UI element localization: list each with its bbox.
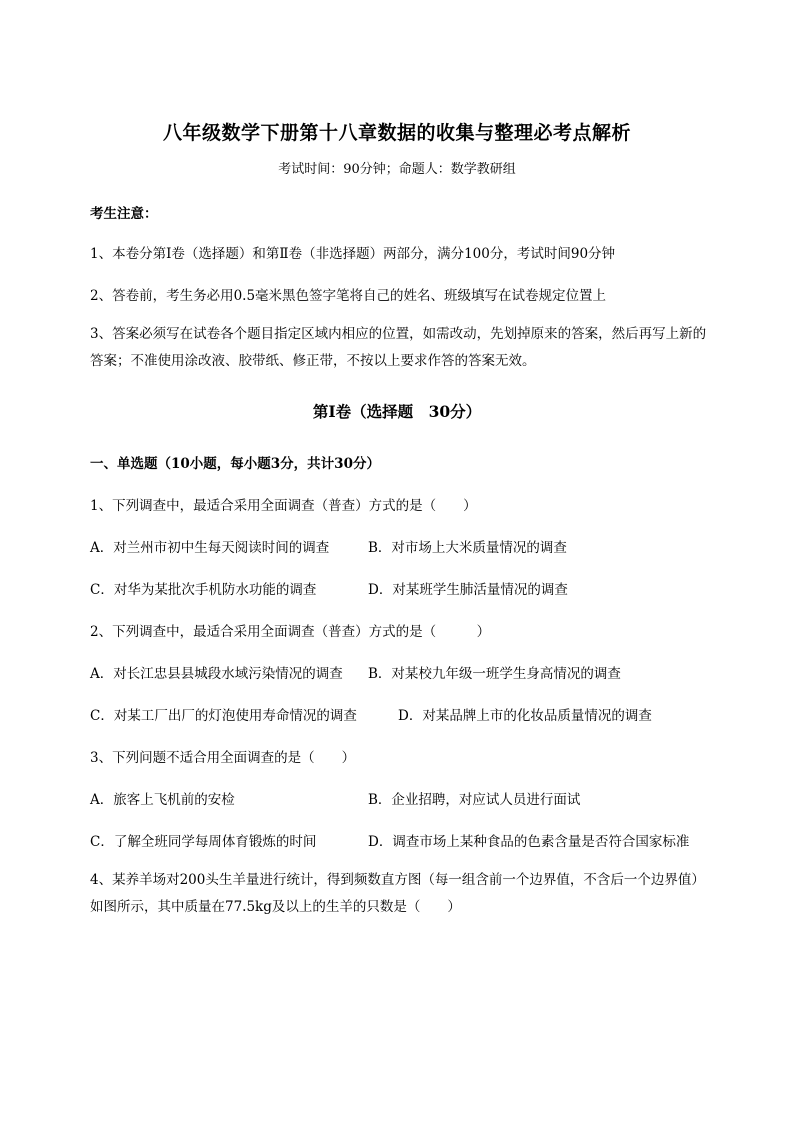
question-2-option-a: A．对长江忠县县城段水域污染情况的调查 [90, 666, 343, 682]
question-2-stem: 2、下列调查中，最适合采用全面调查（普查）方式的是（ ） [90, 624, 491, 640]
section-title: 第I卷（选择题 30分） [312, 402, 482, 421]
question-3-stem: 3、下列问题不适合用全面调查的是（ ） [90, 750, 356, 766]
exam-subtitle: 考试时间：90分钟；命题人：数学教研组 [278, 162, 516, 177]
question-2-option-c: C．对某工厂出厂的灯泡使用寿命情况的调查 [90, 708, 357, 724]
question-1-option-a: A．对兰州市初中生每天阅读时间的调查 [90, 540, 330, 556]
question-3-option-b: B．企业招聘，对应试人员进行面试 [368, 792, 581, 808]
question-1-stem: 1、下列调查中，最适合采用全面调查（普查）方式的是（ ） [90, 498, 477, 514]
notice-item-2: 2、答卷前，考生务必用0.5毫米黑色签字笔将自己的姓名、班级填写在试卷规定位置上 [90, 288, 607, 304]
question-1-option-b: B．对市场上大米质量情况的调查 [368, 540, 567, 556]
notice-item-3: 3、答案必须写在试卷各个题目指定区域内相应的位置，如需改动，先划掉原来的答案，然后再写上新的答案；不准使用涂改液、胶带纸、修正带，不按以上要求作答的答案无效。 [90, 326, 707, 369]
exam-title: 八年级数学下册第十八章数据的收集与整理必考点解析 [162, 122, 631, 144]
notice-item-1: 1、本卷分第I卷（选择题）和第Ⅱ卷（非选择题）两部分，满分100分，考试时间90分钟 [90, 246, 616, 262]
question-4-stem: 4、某养羊场对200头生羊量进行统计，得到频数直方图（每一组含前一个边界值，不含后一个边界值）如图所示，其中质量在77.5kg及以上的生羊的只数是（ ） [90, 872, 705, 915]
question-2-option-d: D．对某品牌上市的化妆品质量情况的调查 [398, 708, 652, 724]
part-heading: 一、单选题（10小题，每小题3分，共计30分） [90, 456, 380, 472]
question-1-option-c: C．对华为某批次手机防水功能的调查 [90, 582, 317, 598]
question-1-option-d: D．对某班学生肺活量情况的调查 [368, 582, 568, 598]
question-3-option-a: A．旅客上飞机前的安检 [90, 792, 235, 808]
notice-heading: 考生注意： [90, 206, 158, 222]
question-2-option-b: B．对某校九年级一班学生身高情况的调查 [368, 666, 621, 682]
question-3-option-d: D．调查市场上某种食品的色素含量是否符合国家标准 [368, 834, 690, 850]
question-3-option-c: C．了解全班同学每周体育锻炼的时间 [90, 834, 317, 850]
